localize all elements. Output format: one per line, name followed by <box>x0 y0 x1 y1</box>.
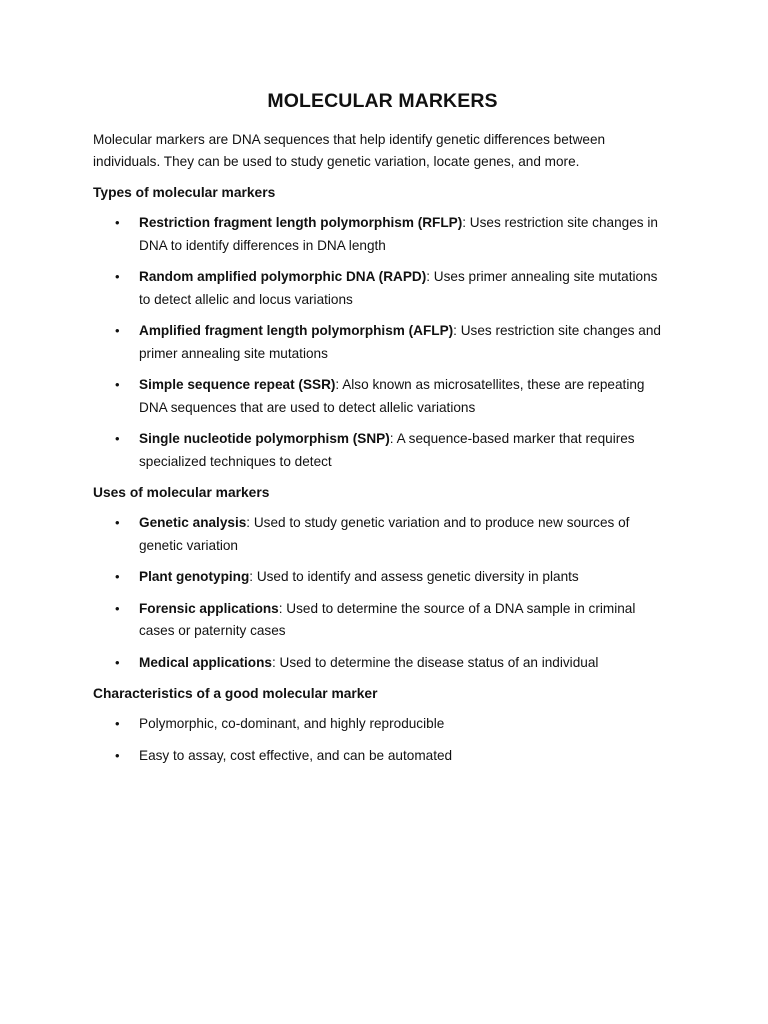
bullet-icon: • <box>115 569 120 584</box>
bullet-icon: • <box>115 377 120 392</box>
item-description: : Also known as microsatellites, these are repeating DNA sequences that are used to detect allelic variations <box>139 377 645 415</box>
list-item <box>93 212 672 257</box>
item-description: Polymorphic, co-dominant, and highly reproducible <box>139 716 445 731</box>
item-description: : Used to determine the source of a DNA sample in criminal cases or paternity cases <box>139 600 636 638</box>
types-list <box>93 212 672 473</box>
item-description: Easy to assay, cost effective, and can be automated <box>139 747 453 763</box>
bullet-icon: • <box>115 600 120 616</box>
item-description: : Uses restriction site changes and primer annealing site mutations <box>139 323 661 361</box>
uses-list <box>93 512 672 674</box>
bullet-icon: • <box>115 269 120 284</box>
list-item <box>93 374 672 419</box>
bullet-icon: • <box>115 747 120 763</box>
bullet-icon: • <box>115 654 120 670</box>
list-item <box>93 713 672 736</box>
item-term: Plant genotyping <box>139 569 250 584</box>
list-item <box>93 745 672 768</box>
bullet-icon: • <box>115 215 120 230</box>
item-description: : Used to identify and assess genetic diversity in plants <box>249 569 579 584</box>
list-item <box>93 566 672 589</box>
intro-paragraph: Molecular markers are DNA sequences that help identify genetic differences between individuals. They can be used to study genetic variation, locate genes, and more. <box>93 132 606 169</box>
item-term: Restriction fragment length polymorphism (RFLP) <box>139 215 463 230</box>
bullet-icon: • <box>115 431 120 446</box>
bullet-icon: • <box>115 323 120 338</box>
item-term: Single nucleotide polymorphism (SNP) <box>139 431 390 446</box>
characteristics-heading: Characteristics of a good molecular marker <box>93 686 378 701</box>
item-description: : Uses primer annealing site mutations to detect allelic and locus variations <box>139 269 658 307</box>
item-term: Random amplified polymorphic DNA (RAPD) <box>139 269 427 284</box>
item-term: Forensic applications <box>139 600 279 616</box>
item-description: : Used to study genetic variation and to produce new sources of genetic variation <box>139 515 630 553</box>
item-term: Amplified fragment length polymorphism (AFLP) <box>139 323 454 338</box>
characteristics-list <box>93 713 672 767</box>
uses-heading: Uses of molecular markers <box>93 485 270 500</box>
item-description: : A sequence-based marker that requires specialized techniques to detect <box>139 431 635 469</box>
list-item <box>93 428 672 473</box>
item-description: : Used to determine the disease status of an individual <box>271 654 599 670</box>
list-item <box>93 652 672 675</box>
types-heading: Types of molecular markers <box>93 185 276 200</box>
list-item <box>93 598 672 643</box>
list-item <box>93 512 672 557</box>
item-term: Medical applications <box>139 654 272 670</box>
list-item <box>93 266 672 311</box>
item-term: Simple sequence repeat (SSR) <box>139 377 336 392</box>
document-title: MOLECULAR MARKERS <box>267 90 498 112</box>
bullet-icon: • <box>115 716 120 731</box>
item-term: Genetic analysis <box>139 515 247 530</box>
bullet-icon: • <box>115 515 120 530</box>
item-description: : Uses restriction site changes in DNA to identify differences in DNA length <box>139 215 658 253</box>
list-item <box>93 320 672 365</box>
